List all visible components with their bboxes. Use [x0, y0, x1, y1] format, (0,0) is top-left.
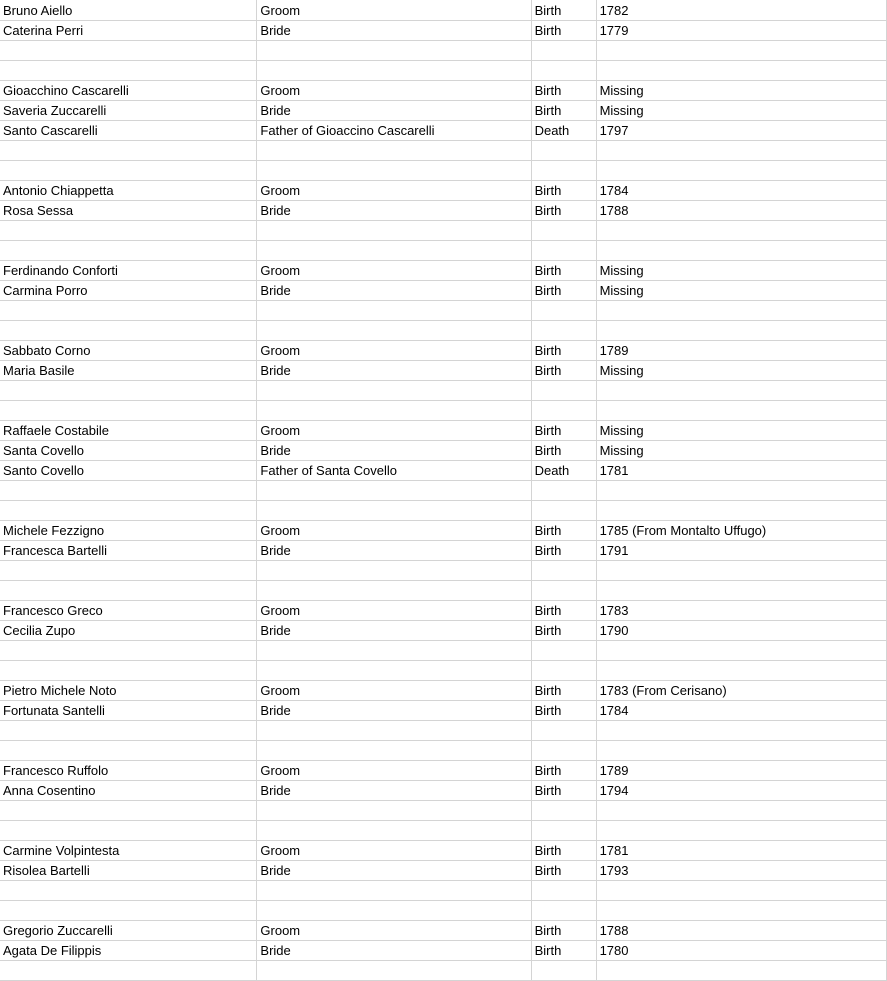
- cell-role[interactable]: [257, 141, 531, 161]
- table-row: [0, 161, 887, 181]
- cell-name[interactable]: [0, 561, 257, 581]
- cell-event[interactable]: [531, 821, 596, 841]
- cell-name[interactable]: Michele Fezzigno: [0, 521, 257, 541]
- cell-year[interactable]: 1781: [596, 461, 886, 481]
- cell-role[interactable]: [257, 801, 531, 821]
- table-row: [0, 241, 887, 261]
- cell-role[interactable]: Bride: [257, 541, 531, 561]
- table-row: [0, 881, 887, 901]
- table-row: [0, 581, 887, 601]
- cell-event[interactable]: Birth: [531, 761, 596, 781]
- cell-role[interactable]: Groom: [257, 921, 531, 941]
- table-row: [0, 281, 887, 301]
- table-row: [0, 641, 887, 661]
- cell-year[interactable]: [596, 61, 886, 81]
- cell-event[interactable]: Birth: [531, 941, 596, 961]
- table-row: [0, 261, 887, 281]
- cell-event[interactable]: [531, 661, 596, 681]
- cell-event[interactable]: [531, 141, 596, 161]
- cell-role[interactable]: [257, 721, 531, 741]
- cell-year[interactable]: 1785 (From Montalto Uffugo): [596, 521, 886, 541]
- cell-role[interactable]: [257, 661, 531, 681]
- cell-event[interactable]: [531, 221, 596, 241]
- table-row: [0, 301, 887, 321]
- table-row: [0, 321, 887, 341]
- cell-role[interactable]: [257, 481, 531, 501]
- table-row: [0, 101, 887, 121]
- cell-year[interactable]: [596, 581, 886, 601]
- cell-year[interactable]: 1791: [596, 541, 886, 561]
- cell-role[interactable]: [257, 901, 531, 921]
- table-row: [0, 541, 887, 561]
- table-row: [0, 521, 887, 541]
- cell-event[interactable]: Birth: [531, 601, 596, 621]
- cell-role[interactable]: Father of Gioaccino Cascarelli: [257, 121, 531, 141]
- cell-event[interactable]: [531, 381, 596, 401]
- cell-name[interactable]: Francesca Bartelli: [0, 541, 257, 561]
- cell-event[interactable]: [531, 721, 596, 741]
- table-row: [0, 861, 887, 881]
- cell-year[interactable]: 1790: [596, 621, 886, 641]
- cell-name[interactable]: Francesco Ruffolo: [0, 761, 257, 781]
- cell-event[interactable]: Death: [531, 461, 596, 481]
- cell-year[interactable]: 1783 (From Cerisano): [596, 681, 886, 701]
- table-row: [0, 701, 887, 721]
- cell-name[interactable]: [0, 61, 257, 81]
- cell-year[interactable]: Missing: [596, 421, 886, 441]
- cell-name[interactable]: [0, 481, 257, 501]
- cell-event[interactable]: [531, 801, 596, 821]
- table-row: [0, 741, 887, 761]
- cell-role[interactable]: Bride: [257, 701, 531, 721]
- cell-year[interactable]: [596, 241, 886, 261]
- table-row: [0, 621, 887, 641]
- cell-role[interactable]: Groom: [257, 521, 531, 541]
- cell-year[interactable]: [596, 661, 886, 681]
- cell-event[interactable]: Birth: [531, 81, 596, 101]
- cell-role[interactable]: [257, 961, 531, 981]
- cell-role[interactable]: Bride: [257, 941, 531, 961]
- cell-role[interactable]: [257, 581, 531, 601]
- cell-name[interactable]: [0, 901, 257, 921]
- table-row: [0, 61, 887, 81]
- cell-role[interactable]: [257, 641, 531, 661]
- cell-name[interactable]: [0, 881, 257, 901]
- cell-year[interactable]: 1793: [596, 861, 886, 881]
- table-row: [0, 821, 887, 841]
- table-row: [0, 801, 887, 821]
- cell-name[interactable]: Anna Cosentino: [0, 781, 257, 801]
- cell-role[interactable]: Groom: [257, 0, 531, 21]
- cell-name[interactable]: Francesco Greco: [0, 601, 257, 621]
- cell-role[interactable]: [257, 821, 531, 841]
- cell-name[interactable]: Raffaele Costabile: [0, 421, 257, 441]
- cell-event[interactable]: [531, 301, 596, 321]
- cell-role[interactable]: Bride: [257, 281, 531, 301]
- cell-role[interactable]: Bride: [257, 361, 531, 381]
- cell-name[interactable]: [0, 241, 257, 261]
- cell-role[interactable]: [257, 241, 531, 261]
- cell-event[interactable]: Birth: [531, 341, 596, 361]
- cell-name[interactable]: Fortunata Santelli: [0, 701, 257, 721]
- cell-event[interactable]: [531, 321, 596, 341]
- cell-role[interactable]: [257, 501, 531, 521]
- cell-name[interactable]: Santo Covello: [0, 461, 257, 481]
- cell-year[interactable]: [596, 821, 886, 841]
- cell-name[interactable]: [0, 221, 257, 241]
- cell-name[interactable]: [0, 301, 257, 321]
- cell-role[interactable]: [257, 161, 531, 181]
- table-row: [0, 421, 887, 441]
- cell-event[interactable]: Birth: [531, 521, 596, 541]
- cell-role[interactable]: [257, 741, 531, 761]
- cell-year[interactable]: Missing: [596, 361, 886, 381]
- cell-year[interactable]: 1794: [596, 781, 886, 801]
- table-row: [0, 341, 887, 361]
- cell-role[interactable]: [257, 401, 531, 421]
- cell-year[interactable]: [596, 221, 886, 241]
- table-row: [0, 601, 887, 621]
- cell-event[interactable]: [531, 741, 596, 761]
- cell-role[interactable]: Bride: [257, 21, 531, 41]
- table-row: [0, 961, 887, 981]
- cell-event[interactable]: Birth: [531, 421, 596, 441]
- cell-name[interactable]: Maria Basile: [0, 361, 257, 381]
- cell-event[interactable]: [531, 401, 596, 421]
- cell-event[interactable]: [531, 961, 596, 981]
- cell-role[interactable]: [257, 61, 531, 81]
- cell-year[interactable]: 1784: [596, 181, 886, 201]
- cell-name[interactable]: [0, 321, 257, 341]
- cell-event[interactable]: Death: [531, 121, 596, 141]
- cell-role[interactable]: [257, 381, 531, 401]
- cell-event[interactable]: [531, 561, 596, 581]
- cell-name[interactable]: [0, 801, 257, 821]
- cell-role[interactable]: Groom: [257, 421, 531, 441]
- table-row: [0, 461, 887, 481]
- cell-year[interactable]: [596, 641, 886, 661]
- cell-year[interactable]: 1789: [596, 761, 886, 781]
- cell-year[interactable]: 1788: [596, 201, 886, 221]
- cell-event[interactable]: Birth: [531, 541, 596, 561]
- cell-role[interactable]: Groom: [257, 181, 531, 201]
- cell-year[interactable]: 1784: [596, 701, 886, 721]
- cell-role[interactable]: Groom: [257, 81, 531, 101]
- cell-year[interactable]: 1782: [596, 0, 886, 21]
- cell-name[interactable]: Santa Covello: [0, 441, 257, 461]
- table-row: [0, 81, 887, 101]
- cell-name[interactable]: Carmina Porro: [0, 281, 257, 301]
- cell-year[interactable]: Missing: [596, 81, 886, 101]
- cell-event[interactable]: Birth: [531, 21, 596, 41]
- cell-name[interactable]: Sabbato Corno: [0, 341, 257, 361]
- cell-event[interactable]: [531, 881, 596, 901]
- cell-name[interactable]: [0, 741, 257, 761]
- cell-event[interactable]: Birth: [531, 361, 596, 381]
- cell-name[interactable]: [0, 581, 257, 601]
- cell-event[interactable]: Birth: [531, 621, 596, 641]
- cell-year[interactable]: [596, 401, 886, 421]
- cell-year[interactable]: 1783: [596, 601, 886, 621]
- cell-role[interactable]: Father of Santa Covello: [257, 461, 531, 481]
- cell-name[interactable]: Antonio Chiappetta: [0, 181, 257, 201]
- cell-name[interactable]: Santo Cascarelli: [0, 121, 257, 141]
- cell-event[interactable]: Birth: [531, 0, 596, 21]
- cell-role[interactable]: Groom: [257, 841, 531, 861]
- cell-event[interactable]: [531, 161, 596, 181]
- cell-role[interactable]: [257, 561, 531, 581]
- cell-name[interactable]: [0, 401, 257, 421]
- table-row: [0, 781, 887, 801]
- cell-role[interactable]: Groom: [257, 341, 531, 361]
- cell-name[interactable]: Gioacchino Cascarelli: [0, 81, 257, 101]
- cell-role[interactable]: Bride: [257, 441, 531, 461]
- cell-event[interactable]: [531, 501, 596, 521]
- cell-event[interactable]: Birth: [531, 281, 596, 301]
- cell-name[interactable]: Cecilia Zupo: [0, 621, 257, 641]
- cell-name[interactable]: Gregorio Zuccarelli: [0, 921, 257, 941]
- cell-year[interactable]: 1779: [596, 21, 886, 41]
- cell-name[interactable]: Carmine Volpintesta: [0, 841, 257, 861]
- table-row: [0, 941, 887, 961]
- cell-role[interactable]: [257, 301, 531, 321]
- cell-year[interactable]: [596, 721, 886, 741]
- cell-year[interactable]: Missing: [596, 441, 886, 461]
- cell-event[interactable]: Birth: [531, 841, 596, 861]
- cell-event[interactable]: [531, 901, 596, 921]
- cell-event[interactable]: Birth: [531, 701, 596, 721]
- cell-name[interactable]: [0, 141, 257, 161]
- table-row: [0, 681, 887, 701]
- cell-year[interactable]: [596, 501, 886, 521]
- cell-name[interactable]: Caterina Perri: [0, 21, 257, 41]
- table-row: [0, 0, 887, 21]
- cell-role[interactable]: Groom: [257, 601, 531, 621]
- cell-name[interactable]: [0, 721, 257, 741]
- table-row: [0, 561, 887, 581]
- cell-event[interactable]: Birth: [531, 201, 596, 221]
- cell-year[interactable]: [596, 961, 886, 981]
- cell-role[interactable]: [257, 881, 531, 901]
- cell-role[interactable]: Bride: [257, 621, 531, 641]
- cell-role[interactable]: Bride: [257, 201, 531, 221]
- cell-year[interactable]: 1788: [596, 921, 886, 941]
- cell-event[interactable]: [531, 61, 596, 81]
- cell-name[interactable]: Saveria Zuccarelli: [0, 101, 257, 121]
- table-row: [0, 901, 887, 921]
- table-row: [0, 761, 887, 781]
- cell-role[interactable]: Groom: [257, 761, 531, 781]
- table-row: [0, 41, 887, 61]
- cell-role[interactable]: Bride: [257, 101, 531, 121]
- cell-year[interactable]: [596, 481, 886, 501]
- cell-name[interactable]: [0, 821, 257, 841]
- cell-role[interactable]: [257, 221, 531, 241]
- cell-year[interactable]: 1797: [596, 121, 886, 141]
- cell-year[interactable]: [596, 561, 886, 581]
- cell-year[interactable]: 1781: [596, 841, 886, 861]
- cell-year[interactable]: [596, 801, 886, 821]
- cell-name[interactable]: [0, 641, 257, 661]
- cell-role[interactable]: Groom: [257, 681, 531, 701]
- table-row: [0, 661, 887, 681]
- table-row: [0, 21, 887, 41]
- cell-name[interactable]: [0, 161, 257, 181]
- table-row: [0, 361, 887, 381]
- cell-year[interactable]: [596, 301, 886, 321]
- table-row: [0, 181, 887, 201]
- cell-year[interactable]: [596, 141, 886, 161]
- cell-year[interactable]: 1789: [596, 341, 886, 361]
- cell-role[interactable]: [257, 321, 531, 341]
- cell-year[interactable]: [596, 741, 886, 761]
- cell-year[interactable]: Missing: [596, 101, 886, 121]
- cell-year[interactable]: [596, 901, 886, 921]
- table-row: [0, 841, 887, 861]
- cell-name[interactable]: [0, 961, 257, 981]
- table-row: [0, 401, 887, 421]
- cell-event[interactable]: [531, 641, 596, 661]
- table-row: [0, 121, 887, 141]
- cell-role[interactable]: [257, 41, 531, 61]
- cell-name[interactable]: [0, 41, 257, 61]
- table-row: [0, 201, 887, 221]
- table-row: [0, 501, 887, 521]
- cell-year[interactable]: [596, 161, 886, 181]
- cell-event[interactable]: Birth: [531, 181, 596, 201]
- cell-event[interactable]: Birth: [531, 101, 596, 121]
- cell-event[interactable]: [531, 41, 596, 61]
- cell-event[interactable]: [531, 581, 596, 601]
- cell-name[interactable]: Pietro Michele Noto: [0, 681, 257, 701]
- cell-year[interactable]: [596, 41, 886, 61]
- cell-name[interactable]: Bruno Aiello: [0, 0, 257, 21]
- cell-name[interactable]: Agata De Filippis: [0, 941, 257, 961]
- cell-year[interactable]: 1780: [596, 941, 886, 961]
- cell-event[interactable]: [531, 481, 596, 501]
- cell-name[interactable]: Risolea Bartelli: [0, 861, 257, 881]
- cell-name[interactable]: Ferdinando Conforti: [0, 261, 257, 281]
- table-row: [0, 481, 887, 501]
- cell-year[interactable]: [596, 321, 886, 341]
- table-row: [0, 441, 887, 461]
- table-row: [0, 141, 887, 161]
- table-row: [0, 921, 887, 941]
- table-row: [0, 221, 887, 241]
- cell-event[interactable]: Birth: [531, 781, 596, 801]
- cell-event[interactable]: Birth: [531, 861, 596, 881]
- cell-event[interactable]: Birth: [531, 681, 596, 701]
- cell-year[interactable]: Missing: [596, 261, 886, 281]
- cell-event[interactable]: Birth: [531, 921, 596, 941]
- cell-name[interactable]: [0, 501, 257, 521]
- cell-year[interactable]: Missing: [596, 281, 886, 301]
- cell-event[interactable]: Birth: [531, 441, 596, 461]
- cell-year[interactable]: [596, 381, 886, 401]
- cell-role[interactable]: Groom: [257, 261, 531, 281]
- cell-event[interactable]: [531, 241, 596, 261]
- table-row: [0, 721, 887, 741]
- cell-role[interactable]: Bride: [257, 781, 531, 801]
- table-row: [0, 381, 887, 401]
- cell-name[interactable]: [0, 661, 257, 681]
- cell-role[interactable]: Bride: [257, 861, 531, 881]
- cell-name[interactable]: Rosa Sessa: [0, 201, 257, 221]
- cell-name[interactable]: [0, 381, 257, 401]
- cell-year[interactable]: [596, 881, 886, 901]
- cell-event[interactable]: Birth: [531, 261, 596, 281]
